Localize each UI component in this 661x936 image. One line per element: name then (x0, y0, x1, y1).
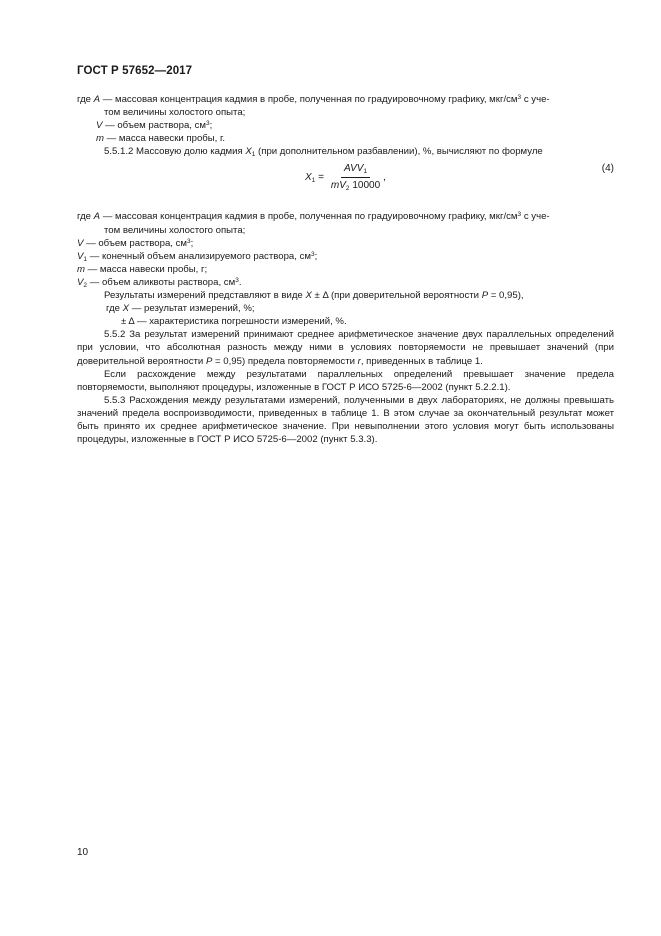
subscript: 1 (363, 168, 368, 176)
definition-end: с уче- (521, 211, 550, 223)
superscript: 3 (517, 94, 522, 101)
clause-text: 5.5.1.2 Массовую долю кадмия (104, 146, 246, 158)
clause-5-5-3: 5.5.3 Расхождения между результатами измерений, полученными в двух лабораториях, не должны превышать значений предела воспроизводимости, приведенных в таблице 1. В этом случае за окончательный результат может быть принято их среднее арифметическое значение. При невыполнении этого условия могут быть использованы процедуры, изложенные в ГОСТ Р ИСО 5725-6—2002 (пункт 5.3.3). (77, 394, 614, 446)
results-line-1 (77, 289, 614, 302)
clause-text: , приведенных в таблице 1. (360, 355, 483, 367)
where-line-m (77, 132, 614, 145)
where2-line-v1 (77, 250, 614, 263)
definition-end: . (238, 276, 242, 288)
variable-m: m (96, 133, 104, 145)
variable-v: V (77, 237, 84, 249)
results-line-2 (77, 302, 614, 315)
equals-sign: = (315, 171, 324, 183)
variable-v: V (96, 120, 103, 132)
where2-line-a (77, 210, 614, 223)
subscript: 2 (83, 281, 88, 289)
paragraph-repeatability: Если расхождение между результатами параллельных определений превышает значение предела повторяемости, выполняют процедуры, изложенные в ГОСТ Р ИСО 5725-6—2002 (пункт 5.2.2.1). (77, 368, 614, 393)
formula-comma: , (383, 171, 386, 183)
denominator-vars: mV (330, 179, 346, 191)
standard-header: ГОСТ Р 57652—2017 (77, 65, 193, 77)
definition-end: с уче- (521, 94, 550, 105)
variable-v2: V (77, 276, 84, 288)
definition-text: — масса навески пробы, г; (85, 263, 208, 275)
variable-m: m (77, 263, 85, 275)
subscript: 1 (83, 255, 88, 263)
where2-line-v2 (77, 276, 614, 289)
where-prefix: где (77, 94, 94, 105)
where-prefix: где (77, 211, 94, 223)
where-line-a-cont: том величины холостого опыта; (104, 107, 246, 119)
superscript: 3 (310, 250, 315, 258)
variable-v1: V (77, 250, 84, 262)
variable-r: r (357, 355, 361, 367)
definition-text: — конечный объем анализируемого раствора, см (87, 250, 311, 262)
definition-end: ; (190, 237, 194, 249)
clause-5-5-1-2 (77, 145, 614, 158)
superscript: 3 (517, 211, 522, 219)
variable-x: X (305, 290, 312, 302)
where2-line-m (77, 263, 614, 276)
variable-x: X (122, 303, 130, 315)
page-number: 10 (77, 847, 89, 858)
clause-text: 5.5.2 За результат измерений принимают среднее арифметическое значение двух параллельных определений при условии, что абсолютная разность между ними в условиях повторяемости не превышает значений (при доверительной вероятности (77, 329, 614, 367)
variable-x: X (245, 146, 252, 158)
subscript: 1 (251, 151, 256, 159)
definition-text: — массовая концентрация кадмия в пробе, полученная по градуировочному графику, мкг/см (100, 211, 518, 223)
subscript: 1 (311, 176, 316, 184)
definition-text: — масса навески пробы, г. (104, 133, 226, 145)
definition-text: — объем аликвоты раствора, см (87, 276, 236, 288)
where-line-v (77, 119, 614, 132)
results-text: — результат измерений, %; (129, 303, 255, 315)
clause-text: (при дополнительном разбавлении), %, вычисляют по формуле (255, 146, 543, 158)
definition-end: ; (314, 250, 318, 262)
results-text: = 0,95), (488, 290, 524, 302)
superscript: 3 (206, 120, 210, 128)
variable-p: P (481, 290, 489, 302)
results-line-3: ± Δ — характеристика погрешности измерений, %. (121, 316, 347, 328)
variable-a: A (93, 211, 101, 223)
formula-lhs (305, 171, 324, 184)
variable-p: P (205, 355, 213, 367)
definition-text: — объем раствора, см (83, 237, 188, 249)
formula-fraction (328, 162, 383, 191)
results-text: ± Δ (при доверительной вероятности (311, 290, 482, 302)
superscript: 3 (187, 237, 191, 245)
results-text: Результаты измерений представляют в виде (104, 290, 306, 302)
numerator-vars: AVV (343, 163, 364, 175)
subscript: 2 (345, 184, 350, 192)
variable-a: A (93, 94, 101, 105)
variable-x: X (305, 171, 312, 183)
fraction-numerator (341, 162, 370, 177)
definition-end: ; (209, 120, 213, 132)
clause-text: = 0,95) предела повторяемости (212, 355, 358, 367)
definition-text: — объем раствора, см (102, 120, 207, 132)
where-line-a (77, 93, 614, 106)
where-prefix: где (106, 303, 123, 315)
clause-5-5-2 (77, 328, 614, 367)
where2-line-v (77, 237, 614, 250)
document-body (77, 93, 614, 446)
fraction-denominator (328, 178, 383, 192)
formula-block (77, 162, 614, 202)
where2-line-a-cont: том величины холостого опыта; (104, 224, 246, 236)
formula-number: (4) (601, 163, 614, 175)
definition-text: — массовая концентрация кадмия в пробе, полученная по градуировочному графику, мкг/см (100, 94, 518, 105)
formula-4 (305, 162, 386, 191)
denominator-constant: 10000 (349, 179, 381, 191)
superscript: 3 (235, 276, 239, 284)
